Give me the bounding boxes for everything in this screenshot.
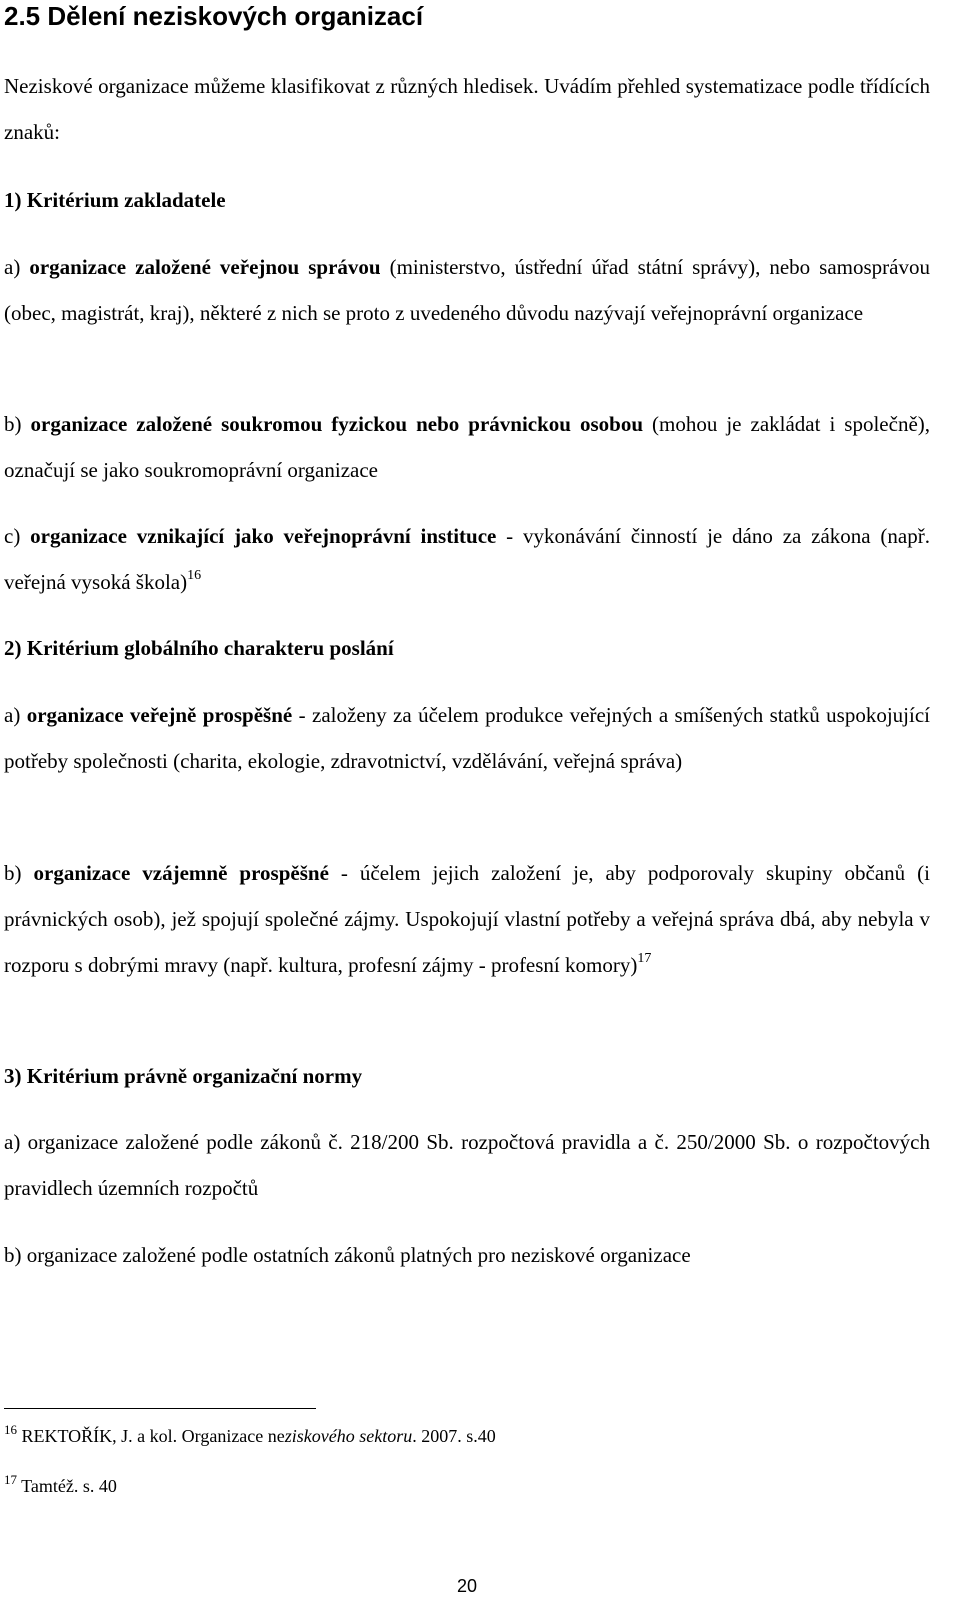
item-prefix: a) xyxy=(4,255,30,279)
footnote-text: Tamtéž. s. 40 xyxy=(17,1476,117,1496)
item-prefix: b) xyxy=(4,861,34,885)
page-number: 20 xyxy=(456,1576,478,1596)
item-prefix: a) xyxy=(4,703,27,727)
criterion-1-item-b xyxy=(4,401,930,493)
criterion-3-item-b: b) organizace založené podle ostatních zákonů platných pro neziskové organizace xyxy=(4,1243,691,1267)
item-text: - vykonávání činností je dáno za zákona (např. veřejná vysoká škola) xyxy=(4,524,930,594)
criterion-3-item-a: a) organizace založené podle zákonů č. 218/200 Sb. rozpočtová pravidla a č. 250/2000 Sb. o rozpočtových pravidlech územních rozpočtů xyxy=(4,1130,930,1200)
criterion-2-item-a xyxy=(4,692,930,784)
item-text: (ministerstvo, ústřední úřad státní správy), nebo samosprávou (obec, magistrát, kraj), některé z nich se proto z uvedeného důvodu nazývají veřejnoprávní organizace xyxy=(4,255,930,325)
criterion-3-title: 3) Kritérium právně organizační normy xyxy=(4,1064,363,1088)
footnote-text: REKTOŘÍK, J. a kol. Organizace ne xyxy=(17,1426,285,1446)
footnote-italic-text: ziskového sektoru xyxy=(284,1426,413,1446)
item-bold-term: organizace vzájemně prospěšné xyxy=(33,861,329,885)
criterion-2-title: 2) Kritérium globálního charakteru poslání xyxy=(4,636,394,660)
footnote-text: . 2007. s.40 xyxy=(412,1426,496,1446)
item-bold-term: organizace založené soukromou fyzickou nebo právnickou osobou xyxy=(30,412,643,436)
footnote-17 xyxy=(4,1474,930,1498)
criterion-1-item-a xyxy=(4,244,930,336)
item-prefix: c) xyxy=(4,524,31,548)
item-bold-term: organizace vznikající jako veřejnoprávní instituce xyxy=(30,524,497,548)
footnote-ref-17[interactable]: 17 xyxy=(637,951,652,966)
item-text: - založeny za účelem produkce veřejných a smíšených statků uspokojující potřeby společnosti (charita, ekologie, zdravotnictví, vzdělávání, veřejná správa) xyxy=(4,703,930,773)
footnote-number: 17 xyxy=(4,1472,17,1487)
item-bold-term: organizace veřejně prospěšné xyxy=(26,703,293,727)
intro-paragraph: Neziskové organizace můžeme klasifikovat z různých hledisek. Uvádím přehled systematizace podle třídících znaků: xyxy=(4,74,930,144)
item-text: - účelem jejich založení je, aby podporovaly skupiny občanů (i právnických osob), jež spojují společné zájmy. Uspokojují vlastní potřeby a veřejná správa dbá, aby nebyla v rozporu s dobrými mravy (např. kultura, profesní zájmy - profesní komory) xyxy=(4,861,931,977)
item-bold-term: organizace založené veřejnou správou xyxy=(29,255,381,279)
criterion-2-item-b xyxy=(4,850,930,988)
item-text: (mohou je zakládat i společně), označují se jako soukromoprávní organizace xyxy=(4,412,931,482)
item-prefix: b) xyxy=(4,412,31,436)
footnote-16 xyxy=(4,1424,930,1448)
footnote-number: 16 xyxy=(4,1422,17,1437)
footnote-ref-16[interactable]: 16 xyxy=(187,568,202,583)
criterion-1-item-c xyxy=(4,513,930,605)
criterion-1-title: 1) Kritérium zakladatele xyxy=(4,188,226,212)
section-heading: 2.5 Dělení neziskových organizací xyxy=(4,1,424,31)
footnote-divider xyxy=(4,1408,316,1409)
